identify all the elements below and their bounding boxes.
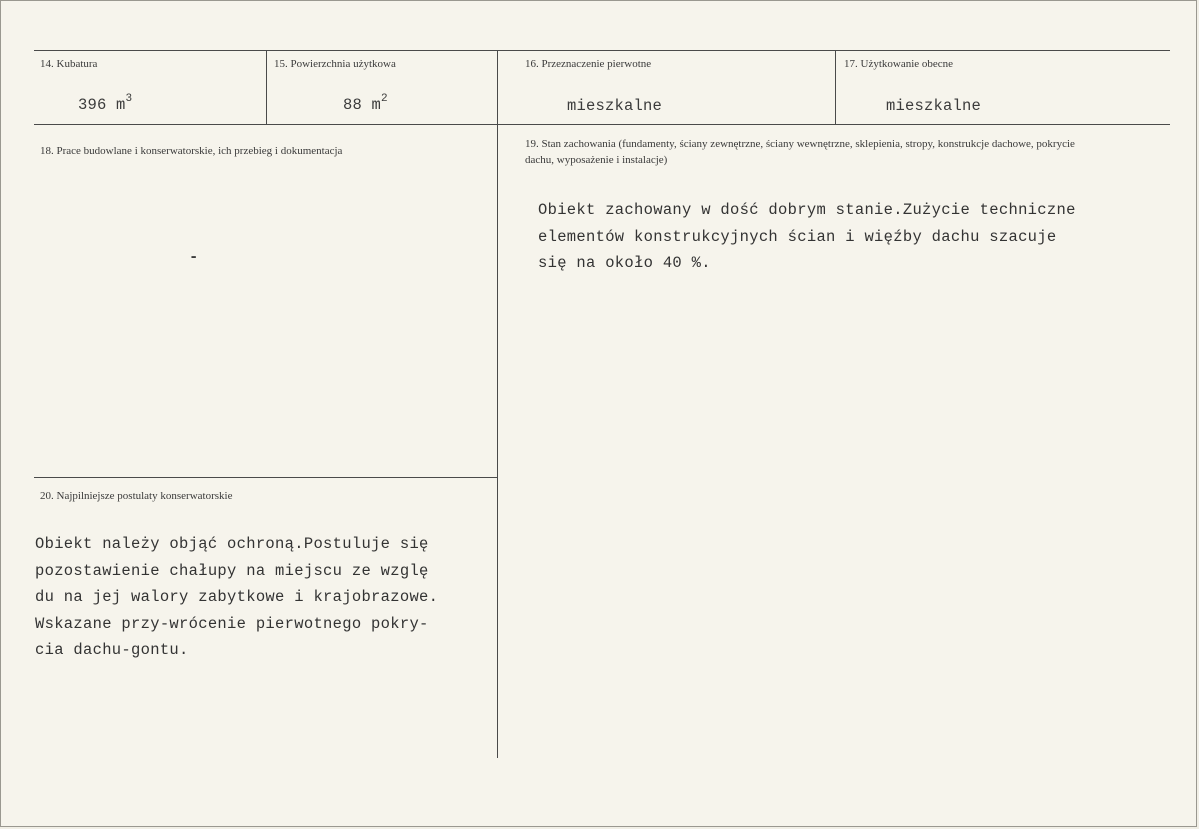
field-20-line: Wskazane przy-wrócenie pierwotnego pokry- xyxy=(35,614,429,633)
section-20-rule xyxy=(34,477,497,478)
field-19-line: Obiekt zachowany w dość dobrym stanie.Zużycie techniczne xyxy=(538,201,1076,219)
field-16-label: 16. Przeznaczenie pierwotne xyxy=(525,58,652,70)
field-19-text xyxy=(538,197,1076,277)
top-rule xyxy=(34,50,1170,51)
field-14-label: 14. Kubatura xyxy=(40,58,98,70)
field-15-value-text: 88 m xyxy=(343,96,382,115)
field-14-value xyxy=(78,95,132,114)
field-15-value xyxy=(343,95,388,114)
divider-16-17 xyxy=(835,50,836,124)
row-rule xyxy=(34,124,1170,125)
field-17-value: mieszkalne xyxy=(886,97,982,115)
field-20-line: Obiekt należy objąć ochroną.Postuluje się xyxy=(35,535,429,553)
field-20-line: pozostawienie chałupy na miejscu ze wzglę xyxy=(35,561,429,580)
field-19-line: elementów konstrukcyjnych ścian i więźby dachu szacuje xyxy=(538,227,1057,246)
field-19-label: 19. Stan zachowania (fundamenty, ściany zewnętrzne, ściany wewnętrzne, sklepienia, stropy, konstrukcje dachowe, pokrycie dachu, wyposażenie i instalacje) xyxy=(525,138,1075,166)
field-20-line: du na jej walory zabytkowe i krajobrazowe. xyxy=(35,588,439,606)
field-15-exponent: 2 xyxy=(381,93,388,105)
field-19-line: się na około 40 %. xyxy=(538,254,711,272)
field-17-label: 17. Użytkowanie obecne xyxy=(844,58,954,70)
field-18-value: - xyxy=(189,248,199,266)
field-20-text xyxy=(35,531,438,664)
field-20-line: cia dachu-gontu. xyxy=(35,641,189,659)
divider-14-15 xyxy=(266,50,267,124)
field-16-value: mieszkalne xyxy=(567,97,663,115)
field-18-label: 18. Prace budowlane i konserwatorskie, ich przebieg i dokumentacja xyxy=(40,145,343,157)
divider-main xyxy=(497,50,498,758)
field-14-exponent: 3 xyxy=(125,93,133,105)
field-20-label: 20. Najpilniejsze postulaty konserwatorskie xyxy=(40,490,233,502)
field-14-value-text: 396 m xyxy=(78,96,126,115)
field-15-label: 15. Powierzchnia użytkowa xyxy=(274,58,396,70)
